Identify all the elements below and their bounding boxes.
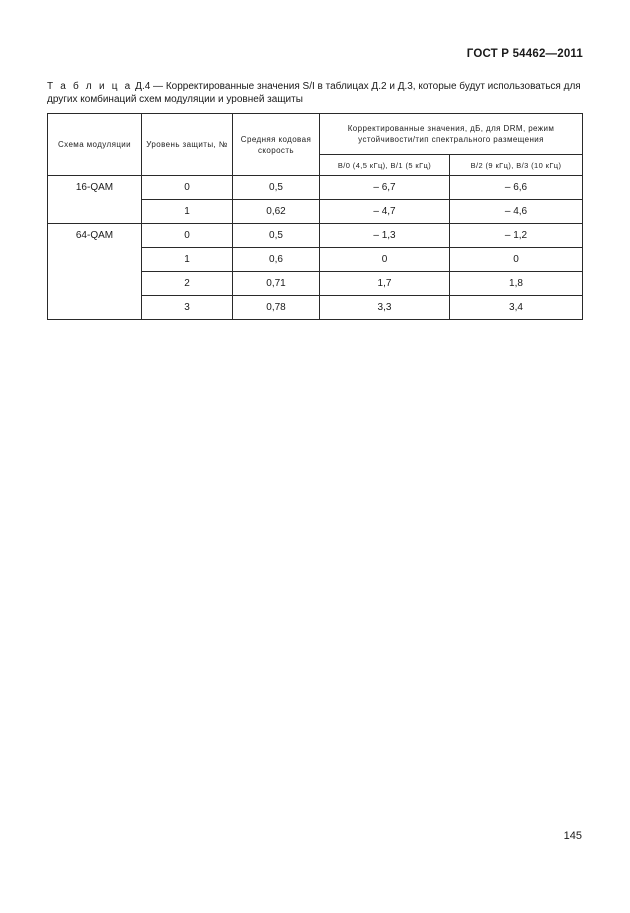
level-cell: 3 [142, 296, 233, 320]
value-b2-b3-cell: 0 [450, 248, 583, 272]
caption-line-1: Д.4 — Корректированные значения S/I в таблицах Д.2 и Д.3, которые будут использоваться для [132, 81, 581, 92]
level-cell: 1 [142, 248, 233, 272]
scheme-cell: 64-QAM [48, 224, 142, 320]
level-cell: 0 [142, 224, 233, 248]
header-mode-b0-b1: В/0 (4,5 кГц), В/1 (5 кГц) [320, 155, 450, 176]
header-mode-b2-b3: В/2 (9 кГц), В/3 (10 кГц) [450, 155, 583, 176]
rate-cell: 0,71 [233, 272, 320, 296]
rate-cell: 0,5 [233, 176, 320, 200]
value-b0-b1-cell: – 1,3 [320, 224, 450, 248]
value-b0-b1-cell: 0 [320, 248, 450, 272]
scheme-cell: 16-QAM [48, 176, 142, 224]
caption-lead: Т а б л и ц а [47, 81, 133, 92]
corrected-values-table [47, 113, 583, 320]
caption-line-2: других комбинаций схем модуляции и уровней защиты [47, 94, 303, 105]
standard-number: ГОСТ Р 54462—2011 [466, 48, 583, 60]
table-caption [47, 80, 582, 106]
value-b0-b1-cell: 1,7 [320, 272, 450, 296]
table-row [48, 176, 583, 200]
value-b0-b1-cell: – 6,7 [320, 176, 450, 200]
value-b0-b1-cell: 3,3 [320, 296, 450, 320]
header-protection-level: Уровень защиты, № [142, 114, 233, 176]
rate-cell: 0,5 [233, 224, 320, 248]
header-corrected-values: Корректированные значения, дБ, для DRM, режим устойчивости/тип спектрального размещения [320, 114, 583, 155]
value-b0-b1-cell: – 4,7 [320, 200, 450, 224]
rate-cell: 0,62 [233, 200, 320, 224]
header-code-rate: Средняя кодовая скорость [233, 114, 320, 176]
rate-cell: 0,6 [233, 248, 320, 272]
table-row [48, 224, 583, 248]
value-b2-b3-cell: – 1,2 [450, 224, 583, 248]
value-b2-b3-cell: 1,8 [450, 272, 583, 296]
header-scheme: Схема модуляции [48, 114, 142, 176]
level-cell: 0 [142, 176, 233, 200]
rate-cell: 0,78 [233, 296, 320, 320]
value-b2-b3-cell: 3,4 [450, 296, 583, 320]
level-cell: 2 [142, 272, 233, 296]
page-number: 145 [563, 830, 582, 842]
level-cell: 1 [142, 200, 233, 224]
value-b2-b3-cell: – 6,6 [450, 176, 583, 200]
value-b2-b3-cell: – 4,6 [450, 200, 583, 224]
